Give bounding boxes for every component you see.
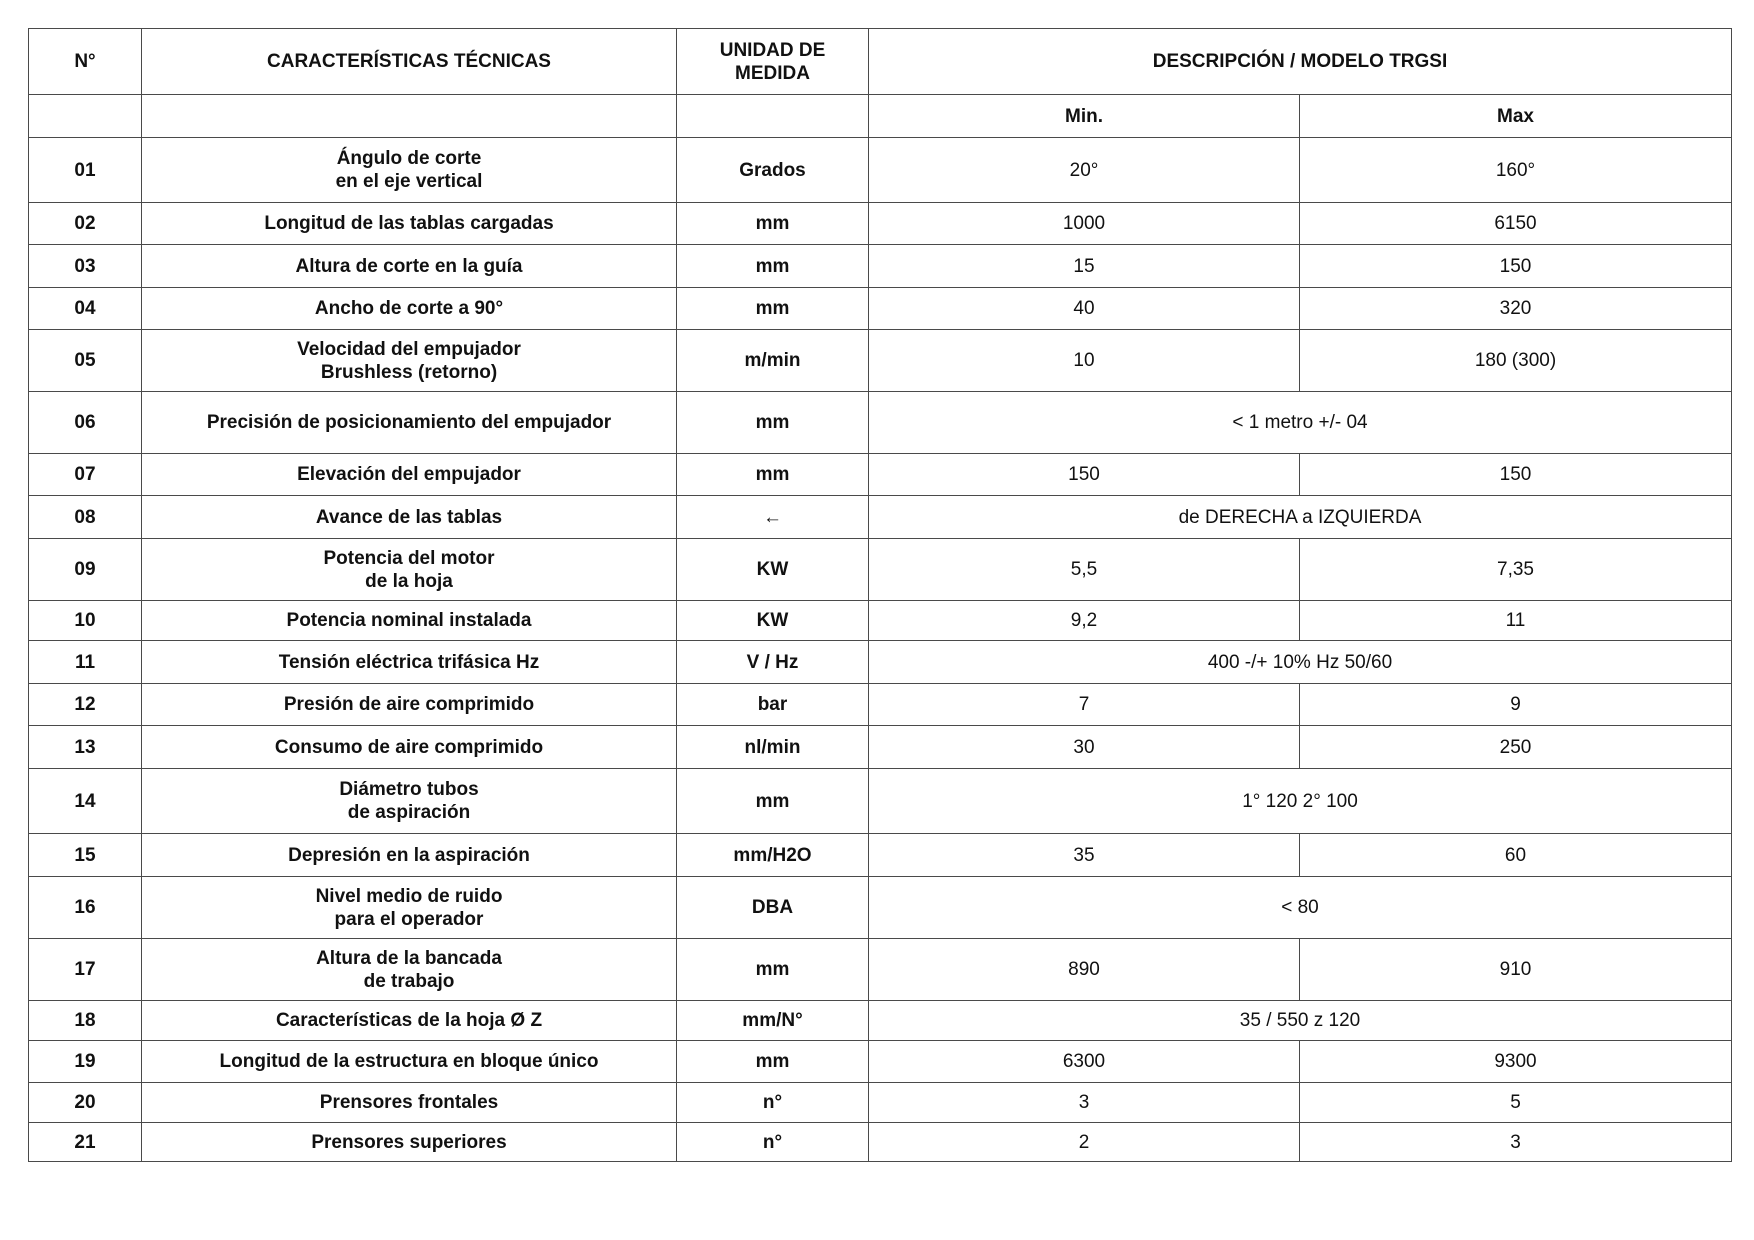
row-characteristic	[142, 330, 677, 392]
row-max: 60	[1300, 834, 1732, 877]
table-row	[29, 203, 1732, 245]
row-unit: mm	[677, 1041, 869, 1083]
row-number: 08	[29, 496, 142, 539]
row-description-span: 1° 120 2° 100	[869, 769, 1732, 834]
table-row	[29, 138, 1732, 203]
row-number: 18	[29, 1001, 142, 1041]
row-characteristic-line1: Velocidad del empujador	[297, 338, 521, 360]
row-min: 890	[869, 939, 1300, 1001]
row-characteristic: Características de la hoja Ø Z	[142, 1001, 677, 1041]
row-max: 150	[1300, 245, 1732, 288]
row-number: 04	[29, 288, 142, 330]
row-number: 06	[29, 392, 142, 454]
spec-sheet	[28, 28, 1731, 1162]
row-characteristic-line2: de trabajo	[363, 970, 455, 992]
table-row	[29, 392, 1732, 454]
row-characteristic-line1: Altura de la bancada	[316, 947, 502, 969]
row-min: 3	[869, 1083, 1300, 1123]
row-characteristic: Avance de las tablas	[142, 496, 677, 539]
row-number: 05	[29, 330, 142, 392]
row-characteristic-line1: Nivel medio de ruido	[315, 885, 503, 907]
row-characteristic	[142, 877, 677, 939]
row-unit: mm	[677, 203, 869, 245]
table-row	[29, 684, 1732, 726]
row-number: 14	[29, 769, 142, 834]
row-characteristic: Prensores frontales	[142, 1083, 677, 1123]
row-characteristic-line2: de la hoja	[365, 570, 453, 592]
row-number: 17	[29, 939, 142, 1001]
row-number: 19	[29, 1041, 142, 1083]
row-characteristic-line2: en el eje vertical	[335, 171, 483, 192]
row-characteristic-line1: Potencia del motor	[323, 547, 495, 569]
row-characteristic-line1: Diámetro tubos	[339, 779, 479, 800]
row-characteristic: Presión de aire comprimido	[142, 684, 677, 726]
table-row	[29, 1001, 1732, 1041]
row-min: 6300	[869, 1041, 1300, 1083]
row-characteristic-line2: de aspiración	[347, 802, 471, 823]
row-number: 13	[29, 726, 142, 769]
table-subheader-row	[29, 95, 1732, 138]
row-max: 9300	[1300, 1041, 1732, 1083]
table-row	[29, 496, 1732, 539]
row-number: 21	[29, 1123, 142, 1162]
subheader-empty-no	[29, 95, 142, 138]
table-row	[29, 641, 1732, 684]
subheader-empty-caracteristicas	[142, 95, 677, 138]
header-unidad: UNIDAD DE MEDIDA	[677, 29, 869, 95]
row-unit: n°	[677, 1083, 869, 1123]
row-min: 20°	[869, 138, 1300, 203]
table-row	[29, 834, 1732, 877]
table-row	[29, 726, 1732, 769]
row-characteristic	[142, 539, 677, 601]
row-characteristic: Consumo de aire comprimido	[142, 726, 677, 769]
row-characteristic: Prensores superiores	[142, 1123, 677, 1162]
row-min: 7	[869, 684, 1300, 726]
row-unit: KW	[677, 601, 869, 641]
table-header-row	[29, 29, 1732, 95]
row-description-span: < 80	[869, 877, 1732, 939]
table-row	[29, 939, 1732, 1001]
row-unit: mm	[677, 769, 869, 834]
row-unit: mm	[677, 288, 869, 330]
row-number: 09	[29, 539, 142, 601]
row-number: 03	[29, 245, 142, 288]
header-no: N°	[29, 29, 142, 95]
row-number: 20	[29, 1083, 142, 1123]
row-description-span: 400 -/+ 10% Hz 50/60	[869, 641, 1732, 684]
row-description-span: 35 / 550 z 120	[869, 1001, 1732, 1041]
row-unit: DBA	[677, 877, 869, 939]
header-max: Max	[1300, 95, 1732, 138]
row-max: 6150	[1300, 203, 1732, 245]
row-number: 16	[29, 877, 142, 939]
row-unit: KW	[677, 539, 869, 601]
table-row	[29, 877, 1732, 939]
table-row	[29, 1041, 1732, 1083]
table-row	[29, 288, 1732, 330]
row-number: 10	[29, 601, 142, 641]
row-characteristic	[142, 939, 677, 1001]
row-characteristic-line2: Brushless (retorno)	[320, 361, 498, 383]
row-characteristic	[142, 138, 677, 203]
table-row	[29, 601, 1732, 641]
row-max: 250	[1300, 726, 1732, 769]
row-min: 5,5	[869, 539, 1300, 601]
table-row	[29, 1083, 1732, 1123]
row-characteristic: Ancho de corte a 90°	[142, 288, 677, 330]
row-unit: V / Hz	[677, 641, 869, 684]
row-characteristic: Longitud de las tablas cargadas	[142, 203, 677, 245]
row-unit: mm	[677, 245, 869, 288]
row-characteristic: Tensión eléctrica trifásica Hz	[142, 641, 677, 684]
row-max: 11	[1300, 601, 1732, 641]
row-characteristic: Elevación del empujador	[142, 454, 677, 496]
row-max: 9	[1300, 684, 1732, 726]
row-number: 15	[29, 834, 142, 877]
row-characteristic: Depresión en la aspiración	[142, 834, 677, 877]
table-row	[29, 1123, 1732, 1162]
row-min: 35	[869, 834, 1300, 877]
table-row	[29, 769, 1732, 834]
row-unit: mm	[677, 939, 869, 1001]
row-number: 11	[29, 641, 142, 684]
header-min: Min.	[869, 95, 1300, 138]
row-unit: Grados	[677, 138, 869, 203]
row-characteristic: Longitud de la estructura en bloque único	[142, 1041, 677, 1083]
row-characteristic-line1: Ángulo de corte	[336, 148, 482, 169]
row-unit: bar	[677, 684, 869, 726]
row-unit: n°	[677, 1123, 869, 1162]
row-max: 150	[1300, 454, 1732, 496]
row-min: 15	[869, 245, 1300, 288]
row-unit: mm	[677, 392, 869, 454]
row-max: 320	[1300, 288, 1732, 330]
row-unit: mm/H2O	[677, 834, 869, 877]
row-number: 01	[29, 138, 142, 203]
row-min: 10	[869, 330, 1300, 392]
table-row	[29, 330, 1732, 392]
row-number: 02	[29, 203, 142, 245]
table-row	[29, 245, 1732, 288]
header-descripcion: DESCRIPCIÓN / MODELO TRGSI	[869, 29, 1732, 95]
row-unit: nl/min	[677, 726, 869, 769]
row-description-span: < 1 metro +/- 04	[869, 392, 1732, 454]
row-min: 40	[869, 288, 1300, 330]
row-description-span: de DERECHA a IZQUIERDA	[869, 496, 1732, 539]
row-characteristic: Precisión de posicionamiento del empujador	[142, 392, 677, 454]
row-number: 07	[29, 454, 142, 496]
header-caracteristicas: CARACTERÍSTICAS TÉCNICAS	[142, 29, 677, 95]
row-characteristic-line2: para el operador	[334, 908, 484, 930]
row-max: 910	[1300, 939, 1732, 1001]
row-max: 7,35	[1300, 539, 1732, 601]
row-characteristic: Altura de corte en la guía	[142, 245, 677, 288]
row-unit: mm/N°	[677, 1001, 869, 1041]
row-max: 3	[1300, 1123, 1732, 1162]
table-row	[29, 454, 1732, 496]
row-min: 30	[869, 726, 1300, 769]
row-min: 9,2	[869, 601, 1300, 641]
row-number: 12	[29, 684, 142, 726]
row-min: 1000	[869, 203, 1300, 245]
row-min: 2	[869, 1123, 1300, 1162]
row-max: 160°	[1300, 138, 1732, 203]
row-unit arrow-left-icon: ←	[677, 496, 869, 539]
row-unit: mm	[677, 454, 869, 496]
row-min: 150	[869, 454, 1300, 496]
spec-table	[28, 28, 1732, 1162]
subheader-empty-unidad	[677, 95, 869, 138]
table-row	[29, 539, 1732, 601]
row-max: 180 (300)	[1300, 330, 1732, 392]
row-max: 5	[1300, 1083, 1732, 1123]
row-unit: m/min	[677, 330, 869, 392]
row-characteristic	[142, 769, 677, 834]
row-characteristic: Potencia nominal instalada	[142, 601, 677, 641]
